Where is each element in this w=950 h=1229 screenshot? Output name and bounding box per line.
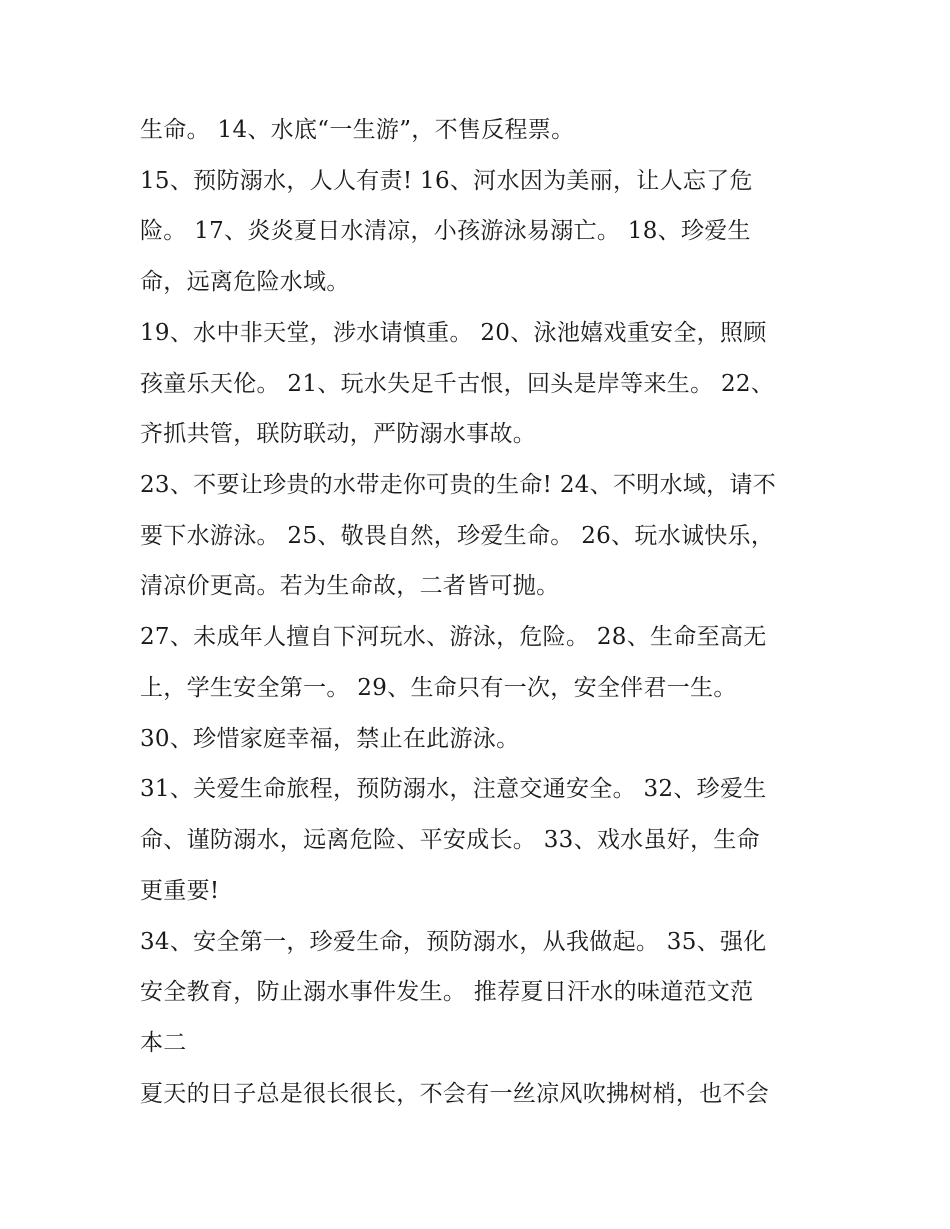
text-line: 31、关爱生命旅程，预防溺水，注意交通安全。 32、珍爱生 <box>140 776 767 802</box>
text-line: 更重要! <box>140 878 220 904</box>
text-line: 27、未成年人擅自下河玩水、游泳，危险。 28、生命至高无 <box>140 624 767 650</box>
text-line: 齐抓共管，联防联动，严防溺水事故。 <box>140 421 537 447</box>
text-line: 30、珍惜家庭幸福，禁止在此游泳。 <box>140 726 520 752</box>
text-line: 19、水中非天堂，涉水请慎重。 20、泳池嬉戏重安全，照顾 <box>140 320 767 346</box>
text-line: 夏天的日子总是很长很长，不会有一丝凉风吹拂树梢，也不会 <box>140 1081 770 1107</box>
text-line: 23、不要让珍贵的水带走你可贵的生命! 24、不明水域，请不 <box>140 472 777 498</box>
text-line: 生命。 14、水底“一生游”，不售反程票。 <box>140 117 575 143</box>
text-line: 命、谨防溺水，远离危险、平安成长。 33、戏水虽好，生命 <box>140 827 760 853</box>
text-line: 险。 17、炎炎夏日水清凉，小孩游泳易溺亡。 18、珍爱生 <box>140 218 751 244</box>
text-line: 34、安全第一，珍爱生命，预防溺水，从我做起。 35、强化 <box>140 929 767 955</box>
text-line: 清凉价更高。若为生命故，二者皆可抛。 <box>140 573 560 599</box>
text-line: 15、预防溺水，人人有责! 16、河水因为美丽，让人忘了危 <box>140 168 753 194</box>
text-line: 要下水游泳。 25、敬畏自然，珍爱生命。 26、玩水诚快乐， <box>140 523 775 549</box>
text-line: 安全教育，防止溺水事件发生。 推荐夏日汗水的味道范文范 <box>140 979 754 1005</box>
text-line: 孩童乐天伦。 21、玩水失足千古恨，回头是岸等来生。 22、 <box>140 371 775 397</box>
text-line: 命，远离危险水域。 <box>140 269 350 295</box>
text-line: 本二 <box>140 1030 187 1056</box>
text-line: 上，学生安全第一。 29、生命只有一次，安全伴君一生。 <box>140 675 737 701</box>
